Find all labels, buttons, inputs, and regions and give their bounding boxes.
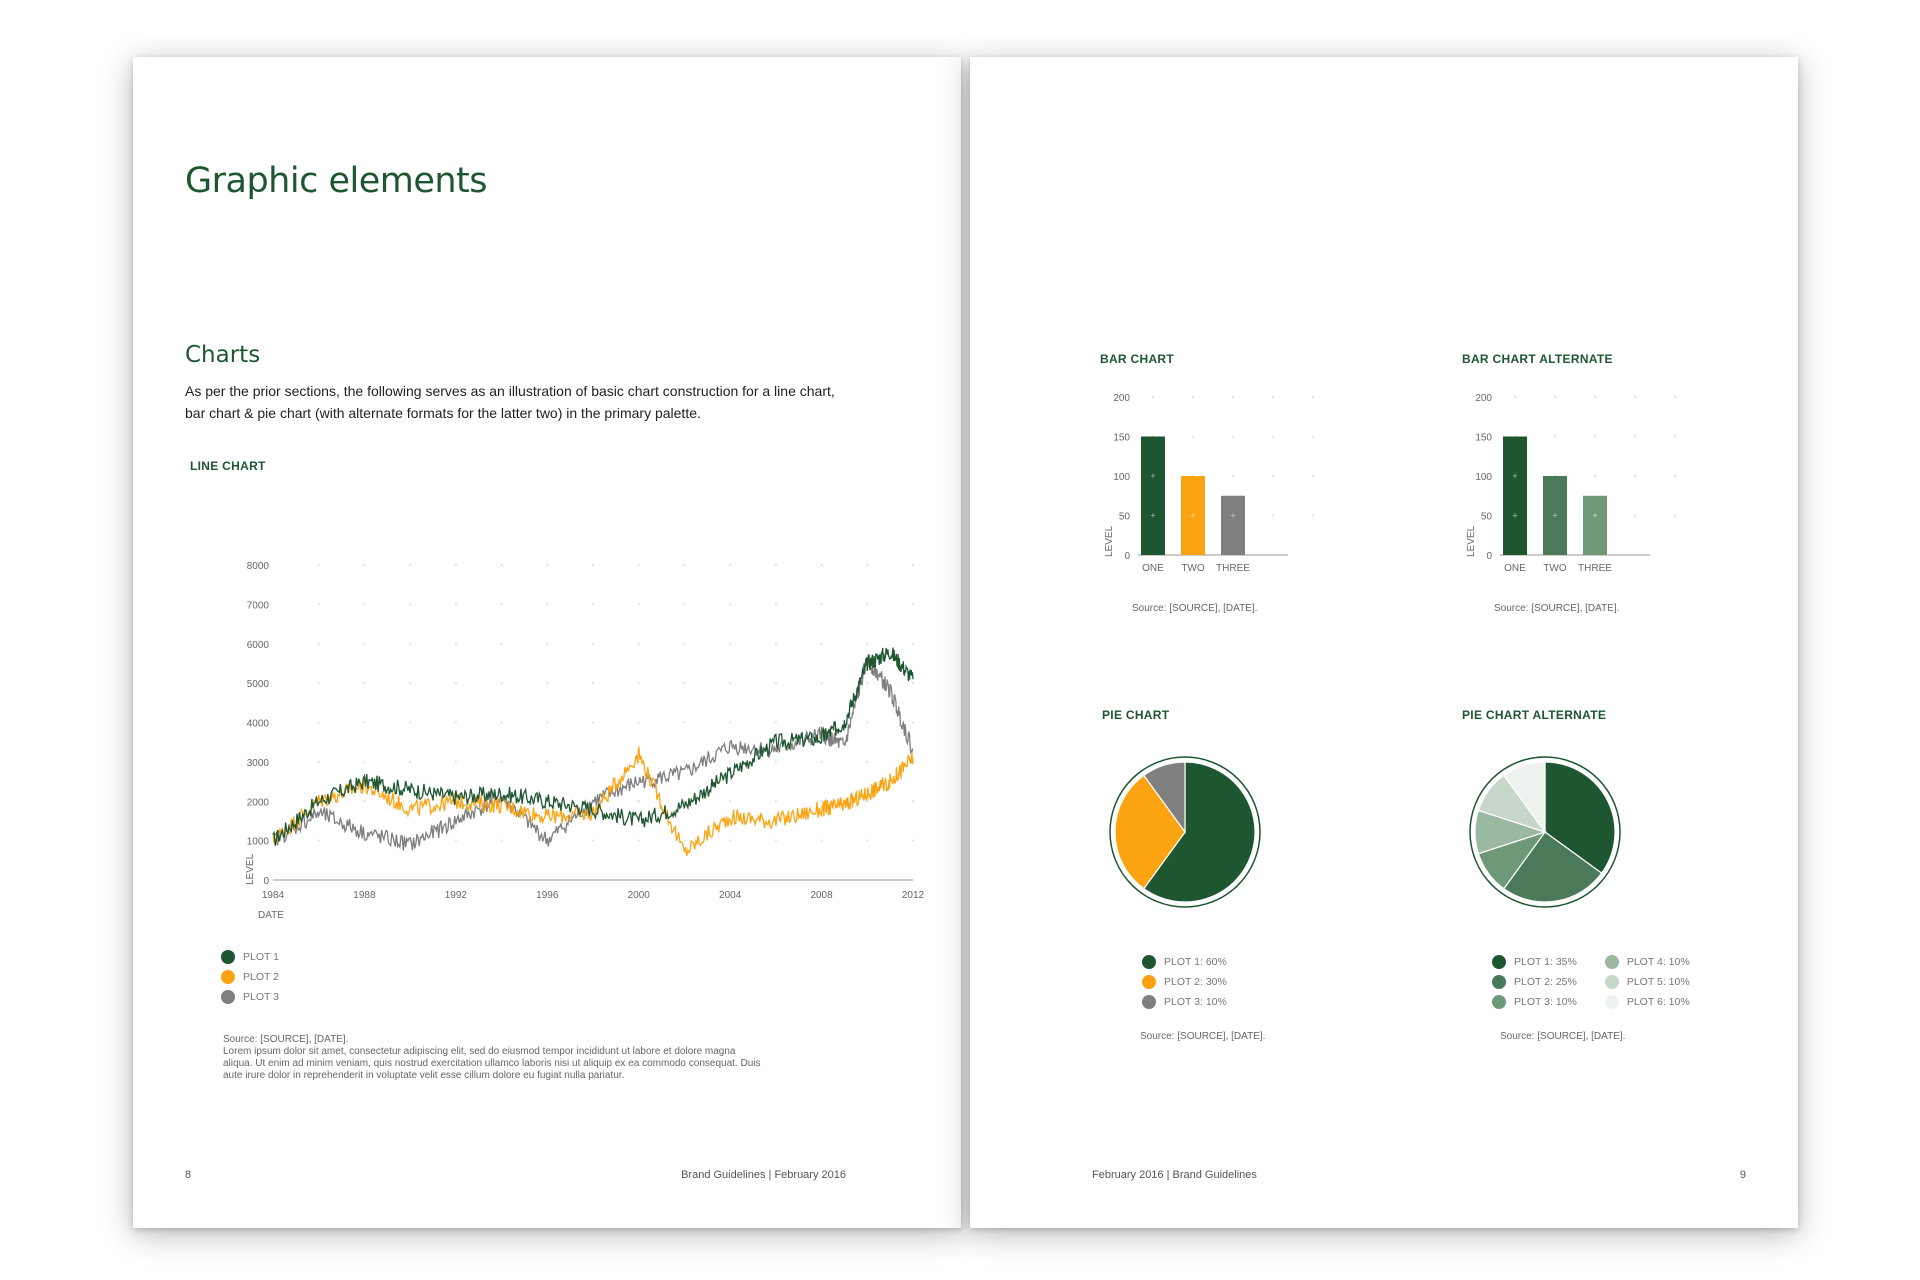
- grid-dot: [820, 603, 822, 605]
- pie-legend-item-3: [1142, 992, 1227, 1012]
- x-tick-label: 1992: [444, 890, 467, 901]
- pie-chart-alt-source: Source: [SOURCE], [DATE].: [1500, 1031, 1626, 1042]
- legend-item-plot-2: [221, 967, 279, 987]
- grid-dot: [638, 721, 640, 723]
- grid-dot: [729, 682, 731, 684]
- legend-swatch: [1492, 975, 1506, 989]
- grid-dot: [820, 721, 822, 723]
- pie-alt-legend-item-3: [1492, 992, 1577, 1012]
- grid-dot: [820, 682, 822, 684]
- x-axis-title: DATE: [258, 910, 284, 921]
- grid-dot: [1554, 396, 1556, 398]
- pie-chart-alternate: [1460, 747, 1630, 917]
- grid-dot: [409, 603, 411, 605]
- legend-label: PLOT 3: 10%: [1514, 996, 1577, 1008]
- x-tick-label: 2012: [901, 890, 925, 901]
- pie-alt-legend-item-4: [1605, 952, 1690, 972]
- grid-dot: [500, 682, 502, 684]
- grid-dot: [363, 721, 365, 723]
- grid-dot: [592, 839, 594, 841]
- y-tick-label: 8000: [246, 561, 269, 572]
- legend-swatch-plot-3: [221, 990, 235, 1004]
- grid-dot: [318, 761, 320, 763]
- pie-chart-source: Source: [SOURCE], [DATE].: [1140, 1031, 1266, 1042]
- grid-dot: [500, 839, 502, 841]
- pie-chart-alt-legend: [1492, 952, 1690, 1012]
- grid-dot: [318, 682, 320, 684]
- grid-dot: [820, 839, 822, 841]
- legend-label: PLOT 3: [243, 991, 279, 1003]
- grid-dot: [683, 682, 685, 684]
- legend-swatch: [1605, 975, 1619, 989]
- y-tick-label: 50: [1118, 511, 1130, 523]
- grid-dot: [683, 643, 685, 645]
- legend-label: PLOT 6: 10%: [1626, 996, 1690, 1008]
- grid-dot: [455, 603, 457, 605]
- legend-label: PLOT 1: 60%: [1164, 956, 1227, 968]
- y-axis-title: LEVEL: [245, 853, 256, 885]
- legend-swatch: [1142, 975, 1156, 989]
- grid-dot: [775, 761, 777, 763]
- x-tick-label: 1988: [353, 890, 376, 901]
- grid-dot: [409, 564, 411, 566]
- grid-dot: [592, 682, 594, 684]
- grid-dot: [1312, 475, 1314, 477]
- grid-dot: [866, 564, 868, 566]
- grid-dot: [1272, 396, 1274, 398]
- grid-dot: [1192, 435, 1194, 437]
- grid-dot: [638, 603, 640, 605]
- pie-legend-item-2: [1142, 972, 1227, 992]
- grid-dot: [1674, 475, 1676, 477]
- legend-swatch: [1142, 955, 1156, 969]
- x-tick-label: THREE: [1216, 563, 1250, 574]
- grid-dot: [592, 643, 594, 645]
- grid-dot: [1674, 514, 1676, 516]
- grid-dot: [409, 643, 411, 645]
- left-page: [133, 57, 961, 1228]
- legend-item-plot-1: [221, 947, 279, 967]
- section-title: Charts: [185, 342, 261, 368]
- page-number: 9: [1739, 1169, 1746, 1181]
- y-tick-label: 0: [263, 876, 269, 887]
- grid-dot: [409, 682, 411, 684]
- legend-label: PLOT 1: 35%: [1514, 956, 1577, 968]
- grid-dot: [866, 761, 868, 763]
- grid-dot: [546, 603, 548, 605]
- grid-dot: [775, 643, 777, 645]
- bar-three: [1221, 496, 1245, 555]
- grid-dot: [1514, 396, 1516, 398]
- grid-dot: [546, 721, 548, 723]
- y-tick-label: 0: [1124, 551, 1130, 562]
- legend-label: PLOT 2: 30%: [1164, 976, 1227, 988]
- grid-dot: [500, 564, 502, 566]
- grid-dot: [318, 564, 320, 566]
- grid-dot: [592, 761, 594, 763]
- grid-dot: [455, 839, 457, 841]
- grid-dot: [1312, 435, 1314, 437]
- x-tick-label: 2004: [719, 890, 742, 901]
- grid-dot: [1634, 435, 1636, 437]
- bar-chart-source: Source: [SOURCE], [DATE].: [1132, 603, 1258, 614]
- grid-dot: [912, 682, 914, 684]
- grid-dot: [1152, 396, 1154, 398]
- grid-dot: [363, 603, 365, 605]
- x-tick-label: 1996: [536, 890, 559, 901]
- footer-text: Brand Guidelines | February 2016: [681, 1169, 846, 1181]
- grid-dot: [363, 564, 365, 566]
- bar-grid-mark: +: [1190, 510, 1196, 521]
- grid-dot: [592, 603, 594, 605]
- x-tick-label: THREE: [1578, 563, 1612, 574]
- grid-dot: [592, 564, 594, 566]
- pie-alt-legend-item-6: [1605, 992, 1690, 1012]
- bar-grid-mark: +: [1592, 510, 1598, 521]
- grid-dot: [546, 643, 548, 645]
- lorem-text: Lorem ipsum dolor sit amet, consectetur adipiscing elit, sed do eiusmod tempor incididunt ut labore et dolore magna aliqua. Ut enim ad minim veniam, quis nostrud exercitation ullamco laboris nisi ut aliquip ex ea commodo consequat. Duis aute irure dolor in reprehenderit in voluptate velit esse cillum dolore eu fugiat nulla pariatur.: [223, 1046, 761, 1081]
- grid-dot: [318, 721, 320, 723]
- grid-dot: [1312, 514, 1314, 516]
- grid-dot: [500, 603, 502, 605]
- legend-label: PLOT 2: [243, 971, 279, 983]
- grid-dot: [683, 564, 685, 566]
- grid-dot: [1272, 514, 1274, 516]
- grid-dot: [363, 761, 365, 763]
- grid-dot: [775, 564, 777, 566]
- grid-dot: [318, 839, 320, 841]
- y-tick-label: 200: [1475, 393, 1492, 404]
- grid-dot: [912, 721, 914, 723]
- grid-dot: [500, 721, 502, 723]
- bar-grid-mark: +: [1230, 510, 1236, 521]
- grid-dot: [866, 839, 868, 841]
- grid-dot: [638, 800, 640, 802]
- grid-dot: [820, 643, 822, 645]
- line-series-plot-1: [273, 648, 913, 846]
- grid-dot: [729, 761, 731, 763]
- legend-label: PLOT 2: 25%: [1514, 976, 1577, 988]
- bar-chart-label: BAR CHART: [1100, 352, 1175, 366]
- grid-dot: [912, 643, 914, 645]
- grid-dot: [775, 721, 777, 723]
- grid-dot: [683, 839, 685, 841]
- grid-dot: [638, 682, 640, 684]
- legend-swatch: [1605, 995, 1619, 1009]
- grid-dot: [455, 721, 457, 723]
- intro-text: As per the prior sections, the following serves as an illustration of basic chart construction for a line chart, bar chart & pie chart (with alternate formats for the latter two) in the primary palette.: [185, 383, 835, 421]
- grid-dot: [1192, 396, 1194, 398]
- grid-dot: [1232, 396, 1234, 398]
- grid-dot: [775, 682, 777, 684]
- pie-chart-label: PIE CHART: [1102, 708, 1170, 722]
- grid-dot: [820, 761, 822, 763]
- grid-dot: [1594, 396, 1596, 398]
- legend-swatch: [1492, 995, 1506, 1009]
- grid-dot: [500, 643, 502, 645]
- pie-chart-legend: [1142, 952, 1227, 1012]
- grid-dot: [912, 800, 914, 802]
- y-tick-label: 2000: [246, 797, 269, 809]
- grid-dot: [546, 761, 548, 763]
- grid-dot: [318, 643, 320, 645]
- grid-dot: [638, 564, 640, 566]
- grid-dot: [1634, 396, 1636, 398]
- grid-dot: [638, 839, 640, 841]
- grid-dot: [409, 721, 411, 723]
- grid-dot: [729, 564, 731, 566]
- grid-dot: [500, 761, 502, 763]
- grid-dot: [1674, 396, 1676, 398]
- x-tick-label: TWO: [1181, 563, 1205, 574]
- right-page: [970, 57, 1798, 1228]
- legend-swatch: [1492, 955, 1506, 969]
- y-tick-label: 100: [1475, 472, 1492, 483]
- grid-dot: [820, 800, 822, 802]
- grid-dot: [455, 761, 457, 763]
- x-tick-label: ONE: [1504, 563, 1526, 574]
- legend-item-plot-3: [221, 987, 279, 1007]
- grid-dot: [683, 761, 685, 763]
- grid-dot: [775, 603, 777, 605]
- legend-swatch-plot-1: [221, 950, 235, 964]
- y-tick-label: 7000: [246, 600, 269, 612]
- grid-dot: [1312, 396, 1314, 398]
- page-title: Graphic elements: [185, 161, 488, 201]
- grid-dot: [592, 721, 594, 723]
- grid-dot: [912, 603, 914, 605]
- bar-grid-mark: +: [1512, 471, 1518, 481]
- bar-three: [1583, 496, 1607, 555]
- legend-label: PLOT 3: 10%: [1164, 996, 1227, 1008]
- grid-dot: [363, 643, 365, 645]
- legend-swatch-plot-2: [221, 970, 235, 984]
- y-tick-label: 4000: [246, 718, 269, 730]
- grid-dot: [729, 721, 731, 723]
- grid-dot: [409, 761, 411, 763]
- grid-dot: [1232, 475, 1234, 477]
- pie-alt-legend-item-2: [1492, 972, 1577, 992]
- grid-dot: [775, 800, 777, 802]
- grid-dot: [729, 643, 731, 645]
- grid-dot: [912, 564, 914, 566]
- pie-alt-legend-item-5: [1605, 972, 1690, 992]
- y-tick-label: 3000: [246, 757, 269, 769]
- y-tick-label: 150: [1475, 432, 1492, 444]
- page-number: 8: [185, 1169, 192, 1181]
- legend-label: PLOT 1: [243, 951, 279, 963]
- bar-grid-mark: +: [1150, 510, 1156, 521]
- y-tick-label: 0: [1486, 551, 1492, 562]
- grid-dot: [912, 839, 914, 841]
- grid-dot: [455, 643, 457, 645]
- grid-dot: [363, 800, 365, 802]
- grid-dot: [820, 564, 822, 566]
- line-chart-legend: [221, 947, 279, 1007]
- grid-dot: [1272, 475, 1274, 477]
- x-tick-label: TWO: [1543, 563, 1567, 574]
- grid-dot: [1674, 435, 1676, 437]
- grid-dot: [683, 721, 685, 723]
- bar-one: [1503, 437, 1527, 556]
- grid-dot: [1594, 475, 1596, 477]
- y-tick-label: 6000: [246, 639, 269, 651]
- bar-grid-mark: +: [1552, 510, 1558, 521]
- bar-chart-alternate: [1452, 387, 1682, 587]
- pie-legend-item-1: [1142, 952, 1227, 972]
- legend-swatch: [1142, 995, 1156, 1009]
- grid-dot: [1232, 435, 1234, 437]
- grid-dot: [1272, 435, 1274, 437]
- y-axis-title: LEVEL: [1104, 525, 1115, 557]
- grid-dot: [455, 682, 457, 684]
- legend-label: PLOT 4: 10%: [1626, 956, 1690, 968]
- y-tick-label: 200: [1113, 393, 1130, 404]
- line-chart-source: Source: [SOURCE], [DATE].: [223, 1034, 349, 1045]
- y-tick-label: 1000: [246, 836, 269, 848]
- pie-chart-alt-label: PIE CHART ALTERNATE: [1462, 708, 1607, 722]
- grid-dot: [1594, 435, 1596, 437]
- grid-dot: [729, 800, 731, 802]
- grid-dot: [638, 643, 640, 645]
- grid-dot: [318, 603, 320, 605]
- grid-dot: [775, 839, 777, 841]
- grid-dot: [866, 721, 868, 723]
- grid-dot: [729, 839, 731, 841]
- bar-chart-alt-label: BAR CHART ALTERNATE: [1462, 352, 1613, 366]
- line-chart-label: LINE CHART: [190, 459, 266, 473]
- grid-dot: [729, 603, 731, 605]
- legend-swatch: [1605, 955, 1619, 969]
- y-axis-title: LEVEL: [1466, 525, 1477, 557]
- grid-dot: [409, 800, 411, 802]
- y-tick-label: 5000: [246, 679, 269, 691]
- bar-chart: [1090, 387, 1320, 587]
- footer-text: February 2016 | Brand Guidelines: [1092, 1169, 1257, 1181]
- bar-grid-mark: +: [1150, 471, 1156, 481]
- grid-dot: [866, 603, 868, 605]
- grid-dot: [866, 643, 868, 645]
- x-tick-label: ONE: [1142, 563, 1164, 574]
- x-tick-label: 2000: [627, 890, 650, 901]
- grid-dot: [455, 564, 457, 566]
- grid-dot: [1634, 514, 1636, 516]
- line-chart: [173, 497, 925, 921]
- pie-alt-legend-item-1: [1492, 952, 1577, 972]
- grid-dot: [546, 564, 548, 566]
- grid-dot: [1634, 475, 1636, 477]
- grid-dot: [363, 682, 365, 684]
- bar-one: [1141, 437, 1165, 556]
- pie-chart: [1100, 747, 1270, 917]
- grid-dot: [546, 682, 548, 684]
- y-tick-label: 150: [1113, 432, 1130, 444]
- grid-dot: [1554, 435, 1556, 437]
- x-tick-label: 1984: [261, 890, 285, 901]
- y-tick-label: 100: [1113, 472, 1130, 483]
- legend-label: PLOT 5: 10%: [1626, 976, 1690, 988]
- grid-dot: [866, 682, 868, 684]
- bar-grid-mark: +: [1512, 510, 1518, 521]
- grid-dot: [683, 603, 685, 605]
- y-tick-label: 50: [1480, 511, 1492, 523]
- x-tick-label: 2008: [810, 890, 833, 901]
- bar-chart-alt-source: Source: [SOURCE], [DATE].: [1494, 603, 1620, 614]
